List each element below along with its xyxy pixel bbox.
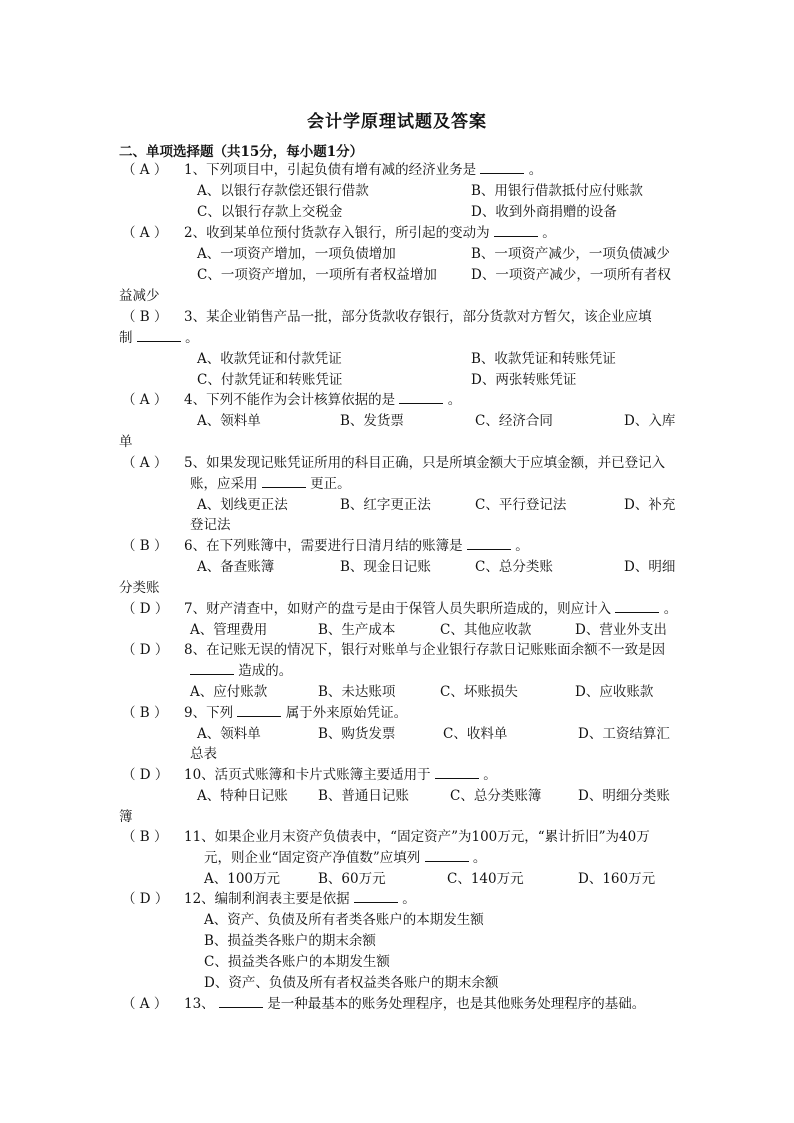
question-text-wrap: 制 [119,330,133,346]
answer-11: （ B ） [122,829,168,845]
answer-blank [399,391,443,404]
answer-3: （ B ） [122,309,168,325]
option: A、以银行存款偿还银行借款 [197,183,369,199]
question-11-wrap [204,849,486,867]
question-12 [122,890,416,908]
option-wrap: 登记法 [190,517,231,533]
option: D、明细分类账 [578,788,670,804]
question-tail: 。 [542,225,556,241]
option: B、发货票 [340,413,404,429]
answer-blank [237,704,281,717]
answer-blank [219,995,263,1008]
question-tail: 。 [472,850,487,866]
option: A、备查账簿 [197,559,275,575]
option: B、生产成本 [318,622,396,638]
option: D、入库 [624,413,676,429]
option: C、收料单 [443,726,508,742]
question-13 [122,995,645,1013]
option: A、管理费用 [190,622,268,638]
option: A、划线更正法 [197,497,288,513]
option: B、购货发票 [318,726,396,742]
option: D、收到外商捐赠的设备 [471,204,617,220]
question-text: 6、在下列账簿中，需要进行日清月结的账簿是 [184,538,463,554]
question-tail: 造成的。 [238,663,293,679]
question-11 [122,828,650,846]
question-4 [122,391,461,409]
question-tail: 。 [185,330,199,346]
question-text: 12、编制利润表主要是依据 [184,891,350,907]
answer-10: （ D ） [122,767,169,783]
question-text: 8、在记账无误的情况下，银行对账单与企业银行存款日记账账面余额不一致是因 [184,642,666,658]
answer-blank [467,537,511,550]
option: D、资产、负债及所有者权益类各账户的期末余额 [204,975,499,991]
question-text: 1、下列项目中，引起负债有增有减的经济业务是 [184,162,477,178]
option: A、领料单 [197,413,261,429]
answer-blank [354,890,398,903]
answer-blank [435,766,479,779]
question-text: 2、收到某单位预付货款存入银行，所引起的变动为 [184,225,490,241]
option: C、总分类账簿 [450,788,542,804]
option: B、收款凭证和转账凭证 [471,351,616,367]
answer-4: （ A ） [122,392,168,408]
question-text-wrap: 账，应采用 [190,476,258,492]
question-tail: 。 [483,767,497,783]
answer-1: （ A ） [122,162,168,178]
answer-blank [425,849,469,862]
option: D、两张转账凭证 [471,372,577,388]
option: D、工资结算汇 [578,726,670,742]
option: C、其他应收款 [440,622,532,638]
question-text: 7、财产清查中，如财产的盘亏是由于保管人员失职所造成的，则应计入 [184,601,612,617]
option: A、领料单 [197,726,261,742]
option: A、收款凭证和付款凭证 [197,351,342,367]
question-tail: 。 [447,392,462,408]
option-wrap: 单 [119,434,133,450]
option: D、160万元 [578,871,656,887]
option: A、应付账款 [190,684,268,700]
answer-9: （ B ） [122,705,168,721]
question-text: 13、 [184,996,215,1012]
answer-12: （ D ） [122,891,169,907]
question-text-wrap: 元，则企业“固定资产净值数”应填列 [204,850,421,866]
answer-13: （ A ） [122,996,168,1012]
question-8-wrap [190,662,292,680]
answer-blank [480,161,524,174]
question-tail: 。 [528,162,543,178]
question-tail: 更正。 [310,476,351,492]
option: C、付款凭证和转账凭证 [197,372,343,388]
answer-blank [190,662,234,675]
option: C、总分类账 [475,559,553,575]
question-3-wrap [119,329,199,347]
option-wrap: 分类账 [119,580,160,596]
answer-blank [494,224,538,237]
question-9 [122,704,407,722]
question-text: 4、下列不能作为会计核算依据的是 [184,392,396,408]
option: A、特种日记账 [197,788,288,804]
question-10 [122,766,497,784]
option: B、红字更正法 [340,497,431,513]
question-3 [122,308,652,326]
question-7 [122,600,677,618]
question-text: 3、某企业销售产品一批，部分货款收存银行，部分货款对方暂欠，该企业应填 [184,309,652,325]
option: C、140万元 [447,871,524,887]
answer-blank [262,475,306,488]
question-text: 10、活页式账簿和卡片式账簿主要适用于 [184,767,431,783]
option: D、应收账款 [575,684,654,700]
question-text: 9、下列 [184,705,234,721]
option: C、以银行存款上交税金 [197,204,343,220]
question-5 [122,454,665,472]
option: B、用银行借款抵付应付账款 [471,183,643,199]
option: A、资产、负债及所有者类各账户的本期发生额 [204,912,484,928]
option: C、损益类各账户的本期发生额 [204,954,390,970]
answer-7: （ D ） [122,601,169,617]
question-tail: 。 [515,538,529,554]
question-tail: 。 [663,601,678,617]
question-text: 5、如果发现记账凭证所用的科目正确，只是所填金额大于应填金额，并已登记入 [184,455,666,471]
question-5-wrap [190,475,351,493]
question-6 [122,537,529,555]
answer-blank [615,600,659,613]
question-8 [122,641,665,659]
answer-blank [137,329,181,342]
option: B、60万元 [318,871,386,887]
option-wrap: 簿 [119,809,133,825]
option-wrap: 益减少 [119,288,160,304]
option: B、一项资产减少，一项负债减少 [471,246,670,262]
section-heading: 二、单项选择题（共15分，每小题1分） [119,144,364,160]
question-text: 11、如果企业月末资产负债表中，“固定资产”为100万元，“累计折旧”为40万 [184,829,650,845]
question-tail: 。 [402,891,416,907]
option: C、平行登记法 [475,497,567,513]
answer-6: （ B ） [122,538,168,554]
answer-2: （ A ） [122,225,168,241]
answer-5: （ A ） [122,455,168,471]
question-tail: 是一种最基本的账务处理程序，也是其他账务处理程序的基础。 [267,996,646,1012]
answer-8: （ D ） [122,642,169,658]
option: C、坏账损失 [440,684,518,700]
option: B、现金日记账 [340,559,431,575]
option: B、未达账项 [318,684,396,700]
question-2 [122,224,556,242]
option: D、明细 [624,559,676,575]
option: B、普通日记账 [318,788,409,804]
option: D、补充 [624,497,676,513]
option: B、损益类各账户的期末余额 [204,933,376,949]
page-title: 会计学原理试题及答案 [307,112,487,132]
option: C、经济合同 [475,413,553,429]
question-1 [122,161,542,179]
option: D、一项资产减少，一项所有者权 [471,267,671,283]
question-tail: 属于外来原始凭证。 [285,705,408,721]
option: D、营业外支出 [575,622,667,638]
option: C、一项资产增加，一项所有者权益增加 [197,267,437,283]
option-wrap: 总表 [190,746,217,762]
option: A、100万元 [204,871,281,887]
option: A、一项资产增加，一项负债增加 [197,246,396,262]
